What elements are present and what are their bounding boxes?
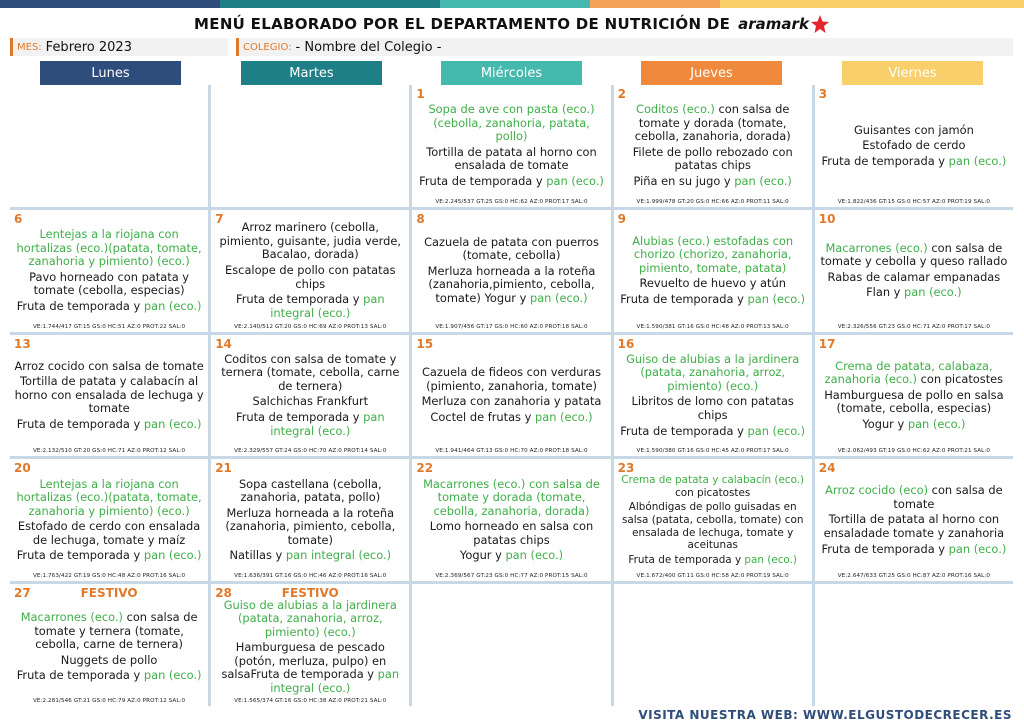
dish-text: Fruta de temporada y	[235, 292, 364, 307]
day-cell	[10, 335, 208, 457]
menu-content	[618, 224, 808, 318]
menu-content	[819, 224, 1009, 318]
dish-text: Fruta de temporada y	[620, 292, 748, 307]
menu-dish	[419, 175, 604, 189]
dish-text: Revuelto de huevo y atún	[639, 276, 786, 291]
eco-item: Macarrones (eco.) con salsa de tomate y dorada (tomate, cebolla, zanahoria, dorada)	[423, 476, 600, 518]
day-cell	[412, 459, 610, 581]
eco-item: pan (eco.)	[907, 416, 966, 431]
dish-text: Fruta de temporada y	[16, 298, 144, 313]
day-number: 17	[818, 336, 836, 351]
menu-dish	[215, 478, 405, 505]
nutrition-info: VE:2.140/512 GT:20 GS:0 HC:69 AZ:0 PROT:13 SAL:0	[234, 323, 387, 330]
school-value: - Nombre del Colegio -	[295, 39, 442, 55]
day-number: 7	[215, 211, 224, 226]
menu-dish	[422, 395, 602, 409]
day-cell	[211, 210, 409, 332]
nutrition-info: VE:1.636/391 GT:16 GS:0 HC:46 AZ:0 PROT:16 SAL:0	[234, 573, 387, 580]
empty-day-cell	[412, 584, 610, 706]
menu-dish	[215, 599, 405, 640]
dish-text: Cazuela de patata con puerros (tomate, cebolla)	[424, 234, 599, 263]
day-cell	[412, 210, 610, 332]
dish-text: Estofado de cerdo	[862, 138, 966, 153]
dish-text: Albóndigas de pollo guisadas en salsa (patata, cebolla, tomate) con ensalada de lechuga, tomate y aceitunas	[621, 501, 804, 552]
day-cell	[211, 335, 409, 457]
dish-text: con salsa de tomate y ternera (tomate, cebolla, carne de ternera)	[34, 610, 198, 652]
weekday-header	[0, 61, 1024, 85]
menu-dish	[618, 146, 808, 173]
menu-dish	[618, 353, 808, 394]
menu-content	[618, 349, 808, 443]
eco-item: pan integral (eco.)	[270, 292, 385, 320]
menu-content	[14, 602, 204, 692]
menu-content	[14, 224, 204, 318]
menu-dish	[14, 271, 204, 298]
top-color-bar	[0, 0, 1024, 8]
menu-dish	[215, 353, 405, 394]
dish-text: Cazuela de fideos con verduras (pimiento, zanahoria, tomate)	[421, 365, 602, 393]
menu-dish	[14, 228, 204, 269]
dish-text: Estofado de cerdo con ensalada de lechuga, tomate y maíz	[17, 519, 201, 547]
logo-text: aramark	[738, 15, 809, 33]
menu-dish	[215, 641, 405, 695]
menu-dish	[215, 507, 405, 548]
menu-dish	[618, 501, 808, 551]
eco-item: Lentejas a la riojana con hortalizas (eco.)(patata, tomate, zanahoria y pimiento) (eco.)	[16, 476, 202, 518]
day-number: 6	[14, 211, 23, 226]
day-number: 13	[14, 336, 31, 351]
eco-item: Macarrones (eco.)	[825, 240, 928, 255]
day-number: 20	[14, 461, 31, 476]
dish-text: con salsa de tomate y cebolla y queso rallado	[820, 240, 1008, 269]
day-cell	[614, 85, 812, 207]
empty-day-cell	[211, 85, 409, 207]
empty-day-cell	[815, 584, 1013, 706]
menu-dish	[416, 478, 606, 519]
star-person-icon	[810, 14, 830, 34]
menu-calendar-grid	[10, 85, 1013, 706]
eco-item: Guiso de alubias a la jardinera (patata, zanahoria, arroz, pimiento) (eco.)	[626, 351, 800, 393]
empty-day-cell	[10, 85, 208, 207]
menu-dish	[14, 375, 204, 416]
menu-content	[416, 99, 606, 193]
nutrition-info: VE:2.329/557 GT:24 GS:0 HC:70 AZ:0 PROT:14 SAL:0	[234, 448, 387, 455]
dish-text: Fruta de temporada y	[821, 541, 949, 556]
header-martes: Martes	[241, 61, 382, 85]
day-number: 15	[416, 336, 434, 351]
menu-content	[215, 473, 405, 567]
menu-dish	[862, 418, 965, 432]
eco-item: Macarrones (eco.)	[20, 610, 123, 625]
nutrition-info: VE:2.245/537 GT:25 GS:0 HC:62 AZ:0 PROT:17 SAL:0	[435, 198, 588, 205]
dish-text: Arroz marinero (cebolla, pimiento, guisante, judia verde, Bacalao, dorada)	[219, 220, 402, 262]
day-number: 10	[818, 211, 836, 226]
menu-content	[14, 473, 204, 567]
menu-dish	[819, 360, 1009, 387]
day-cell	[211, 584, 409, 706]
dish-text: Fruta de temporada y	[821, 153, 949, 168]
menu-dish	[416, 146, 606, 173]
dish-text: Rabas de calamar empanadas	[827, 269, 1001, 284]
nutrition-info: VE:2.132/510 GT:20 GS:0 HC:71 AZ:0 PROT:12 SAL:0	[32, 448, 186, 455]
eco-item: pan (eco.)	[546, 174, 604, 189]
menu-dish	[618, 395, 808, 422]
eco-item: pan (eco.)	[143, 298, 202, 313]
day-cell	[815, 210, 1013, 332]
day-number: 22	[416, 461, 434, 476]
menu-dish	[819, 484, 1009, 511]
menu-content	[416, 349, 606, 443]
eco-item: pan (eco.)	[948, 153, 1007, 168]
day-number: 24	[818, 461, 836, 476]
day-number: 14	[215, 336, 232, 351]
month-field	[10, 38, 228, 56]
day-cell	[412, 335, 610, 457]
menu-content	[819, 99, 1009, 193]
menu-dish	[620, 425, 805, 439]
eco-item: pan (eco.)	[529, 291, 588, 306]
dish-text: Tortilla de patata y calabacín al horno con ensalada de lechuga y tomate	[14, 374, 204, 416]
menu-dish	[821, 155, 1006, 169]
eco-item: pan (eco.)	[948, 541, 1007, 556]
title-text: MENÚ ELABORADO POR EL DEPARTAMENTO DE NUTRICIÓN DE	[194, 15, 731, 33]
eco-item: pan (eco.)	[747, 292, 806, 307]
nutrition-info: VE:1.565/374 GT:16 GS:0 HC:38 AZ:0 PROT:21 SAL:0	[234, 698, 387, 704]
header-jueves: Jueves	[641, 61, 782, 85]
menu-dish	[618, 474, 808, 499]
menu-dish	[416, 366, 606, 393]
eco-item: pan integral (eco.)	[270, 410, 385, 438]
eco-item: pan integral (eco.)	[285, 548, 392, 563]
eco-item: pan (eco.)	[505, 548, 564, 563]
menu-dish	[416, 520, 606, 547]
menu-dish	[819, 389, 1009, 416]
dish-text: Fruta de temporada y	[16, 668, 144, 683]
dish-text: con salsa de tomate	[893, 483, 1003, 511]
website-footer: VISITA NUESTRA WEB: WWW.ELGUSTODECRECER.ES	[638, 708, 1012, 722]
nutrition-info: VE:2.062/493 GT:19 GS:0 HC:62 AZ:0 PROT:21 SAL:0	[837, 448, 991, 455]
nutrition-info: VE:1.744/417 GT:15 GS:0 HC:51 AZ:0 PROT:22 SAL:0	[32, 323, 186, 330]
nutrition-info: VE:1.763/422 GT:19 GS:0 HC:48 AZ:0 PROT:16 SAL:0	[32, 573, 186, 580]
menu-content	[416, 473, 606, 567]
eco-item: Lentejas a la riojana con hortalizas (eco.)(patata, tomate, zanahoria y pimiento) (eco.)	[16, 226, 202, 269]
day-number: 9	[617, 211, 626, 226]
eco-item: pan (eco.)	[734, 174, 792, 189]
nutrition-info: VE:2.647/633 GT:25 GS:0 HC:87 AZ:0 PROT:16 SAL:0	[837, 573, 991, 580]
menu-dish	[828, 271, 1001, 285]
day-cell	[614, 210, 812, 332]
menu-dish	[618, 235, 808, 276]
eco-item: pan (eco.)	[744, 553, 797, 566]
day-cell	[211, 459, 409, 581]
eco-item: pan (eco.)	[143, 548, 202, 563]
eco-item: pan (eco.)	[143, 416, 202, 431]
day-number: 2	[617, 87, 626, 101]
eco-item: pan (eco.)	[534, 410, 593, 425]
dish-text: Coditos con salsa de tomate y ternera (tomate, cebolla, carne de ternera)	[221, 351, 400, 393]
menu-dish	[17, 549, 202, 563]
menu-dish	[14, 611, 204, 652]
day-number: 3	[818, 87, 828, 101]
nutrition-info: VE:1.941/464 GT:13 GS:0 HC:70 AZ:0 PROT:18 SAL:0	[435, 448, 588, 455]
dish-text: Tortilla de patata al horno con ensalada de tomate	[426, 144, 597, 173]
menu-content	[14, 349, 204, 443]
day-number: 16	[617, 336, 635, 351]
menu-dish	[620, 293, 805, 307]
dish-text: Flan y	[866, 285, 905, 300]
menu-dish	[14, 478, 204, 519]
menu-content	[819, 349, 1009, 443]
page-title	[0, 10, 1024, 38]
eco-item: Arroz cocido (eco)	[825, 483, 929, 498]
eco-item: pan (eco.)	[143, 668, 202, 683]
menu-dish	[821, 543, 1006, 557]
dish-text: Lomo horneado en salsa con patatas chips	[429, 519, 594, 547]
nutrition-info: VE:1.822/436 GT:15 GS:0 HC:57 AZ:0 PROT:19 SAL:0	[837, 198, 991, 205]
menu-dish	[416, 236, 606, 263]
eco-item: pan (eco.)	[904, 285, 962, 300]
aramark-logo	[738, 14, 830, 34]
school-label: COLEGIO:	[243, 41, 292, 53]
day-number: 23	[617, 461, 635, 476]
eco-item: pan (eco.)	[747, 423, 806, 438]
dish-text: Natillas y	[229, 548, 286, 563]
menu-dish	[215, 221, 405, 262]
dish-text: Fruta de temporada y	[628, 553, 745, 566]
festivo-label: FESTIVO	[281, 586, 339, 601]
empty-day-cell	[614, 584, 812, 706]
day-cell	[10, 210, 208, 332]
month-label: MES:	[17, 41, 42, 53]
dish-text: Fruta de temporada y	[16, 416, 144, 431]
menu-dish	[215, 264, 405, 291]
menu-dish	[430, 411, 592, 425]
nutrition-info: VE:2.281/546 GT:21 GS:0 HC:79 AZ:0 PROT:12 SAL:0	[32, 698, 186, 704]
day-cell	[412, 85, 610, 207]
dish-text: con picatostes	[917, 372, 1004, 387]
dish-text: Tortilla de patata al horno con ensaladade tomate y zanahoria	[823, 512, 1005, 541]
eco-item: Coditos (eco.)	[635, 102, 715, 117]
festivo-label: FESTIVO	[80, 586, 138, 601]
dish-text: Fruta de temporada y	[419, 174, 547, 189]
day-number: 1	[416, 87, 425, 101]
header-miercoles: Miércoles	[441, 61, 582, 85]
menu-dish	[819, 242, 1009, 269]
month-value: Febrero 2023	[45, 39, 132, 55]
nutrition-info: VE:2.369/567 GT:23 GS:0 HC:77 AZ:0 PROT:15 SAL:0	[435, 573, 588, 580]
menu-dish	[633, 175, 791, 189]
dish-text: Nuggets de pollo	[60, 652, 158, 667]
eco-item: Crema de patata y calabacín (eco.)	[621, 474, 805, 487]
nutrition-info: VE:1.590/381 GT:16 GS:0 HC:48 AZ:0 PROT:13 SAL:0	[636, 323, 789, 330]
menu-dish	[866, 286, 962, 300]
dish-text: Hamburguesa de pollo en salsa (tomate, cebolla, especias)	[824, 387, 1004, 416]
menu-content	[618, 473, 808, 567]
menu-dish	[416, 103, 606, 144]
nutrition-info: VE:1.672/400 GT:11 GS:0 HC:58 AZ:0 PROT:19 SAL:0	[636, 573, 789, 580]
nutrition-info: VE:1.907/456 GT:17 GS:0 HC:60 AZ:0 PROT:18 SAL:0	[435, 323, 588, 330]
menu-dish	[14, 520, 204, 547]
dish-text: Escalope de pollo con patatas chips	[225, 262, 396, 291]
day-number: 21	[215, 461, 232, 476]
menu-content	[819, 473, 1009, 567]
day-number: 27	[14, 586, 31, 601]
menu-content	[618, 99, 808, 193]
dish-text: Fruta de temporada y	[235, 410, 364, 425]
menu-dish	[17, 669, 202, 683]
menu-dish	[17, 300, 202, 314]
dish-text: Guisantes con jamón	[853, 122, 974, 137]
dish-text: Merluza horneada a la roteña (zanahoria, pimiento, cebolla, tomate)	[225, 505, 396, 547]
header-lunes: Lunes	[40, 61, 181, 85]
eco-item: Sopa de ave con pasta (eco.) (cebolla, zanahoria, patata, pollo)	[428, 102, 595, 144]
dish-text: Fruta de temporada y	[620, 423, 748, 438]
day-number: 28	[215, 586, 232, 601]
dish-text: Coctel de frutas y	[430, 410, 535, 425]
nutrition-info: VE:1.999/478 GT:20 GS:0 HC:66 AZ:0 PROT:11 SAL:0	[636, 198, 789, 205]
day-cell	[815, 85, 1013, 207]
menu-dish	[819, 513, 1009, 540]
menu-dish	[628, 554, 797, 567]
menu-content	[215, 597, 405, 696]
dish-text: Piña en su jugo y	[633, 174, 735, 189]
menu-dish	[854, 124, 974, 138]
menu-content	[215, 349, 405, 443]
menu-dish	[460, 549, 563, 563]
menu-dish	[17, 418, 202, 432]
dish-text: Libritos de lomo con patatas chips	[631, 394, 794, 423]
day-cell	[614, 335, 812, 457]
dish-text: Hamburguesa de pescado (potón, merluza, pulpo) en salsaFruta de temporada y	[221, 640, 387, 682]
menu-dish	[61, 654, 158, 668]
dish-text: con salsa de tomate y dorada (tomate, cebolla, zanahoria, dorada)	[634, 102, 791, 144]
dish-text: Yogur y	[459, 548, 506, 563]
nutrition-info: VE:2.326/556 GT:23 GS:0 HC:71 AZ:0 PROT:17 SAL:0	[837, 323, 991, 330]
day-cell	[815, 335, 1013, 457]
day-cell	[815, 459, 1013, 581]
dish-text: Yogur y	[862, 416, 908, 431]
eco-item: pan integral (eco.)	[270, 667, 400, 696]
dish-text: Fruta de temporada y	[16, 548, 144, 563]
dish-text: Pavo horneado con patata y tomate (cebolla, especias)	[29, 269, 190, 298]
menu-dish	[862, 139, 965, 153]
eco-item: Guiso de alubias a la jardinera (patata, zanahoria, arroz, pimiento) (eco.)	[223, 597, 397, 639]
menu-dish	[618, 103, 808, 144]
dish-text: Arroz cocido con salsa de tomate	[14, 358, 204, 373]
menu-dish	[215, 293, 405, 320]
eco-item: Crema de patata, calabaza, zanahoria (eco.)	[824, 358, 993, 387]
dish-text: Merluza con zanahoria y patata	[421, 394, 602, 409]
menu-content	[215, 220, 405, 320]
menu-dish	[416, 265, 606, 306]
day-cell	[614, 459, 812, 581]
menu-dish	[252, 395, 368, 409]
menu-dish	[230, 549, 392, 563]
menu-dish	[639, 277, 785, 291]
day-cell	[10, 584, 208, 706]
dish-text: Sopa castellana (cebolla, zanahoria, patata, pollo)	[238, 476, 382, 505]
menu-dish	[215, 411, 405, 438]
dish-text: Merluza horneada a la roteña (zanahoria,pimiento, cebolla, tomate) Yogur y	[427, 263, 596, 306]
dish-text: con picatostes	[675, 486, 751, 499]
menu-dish	[14, 360, 203, 374]
dish-text: Salchichas Frankfurt	[252, 394, 369, 409]
school-field	[236, 38, 1013, 56]
header-viernes: Viernes	[842, 61, 983, 85]
menu-content	[416, 224, 606, 318]
day-cell	[10, 459, 208, 581]
day-number: 8	[416, 211, 425, 226]
nutrition-info: VE:1.590/380 GT:16 GS:0 HC:45 AZ:0 PROT:17 SAL:0	[636, 448, 789, 455]
eco-item: Alubias (eco.) estofadas con chorizo (chorizo, zanahoria, pimiento, tomate, patata)	[632, 233, 794, 275]
dish-text: Filete de pollo rebozado con patatas chips	[632, 144, 793, 173]
